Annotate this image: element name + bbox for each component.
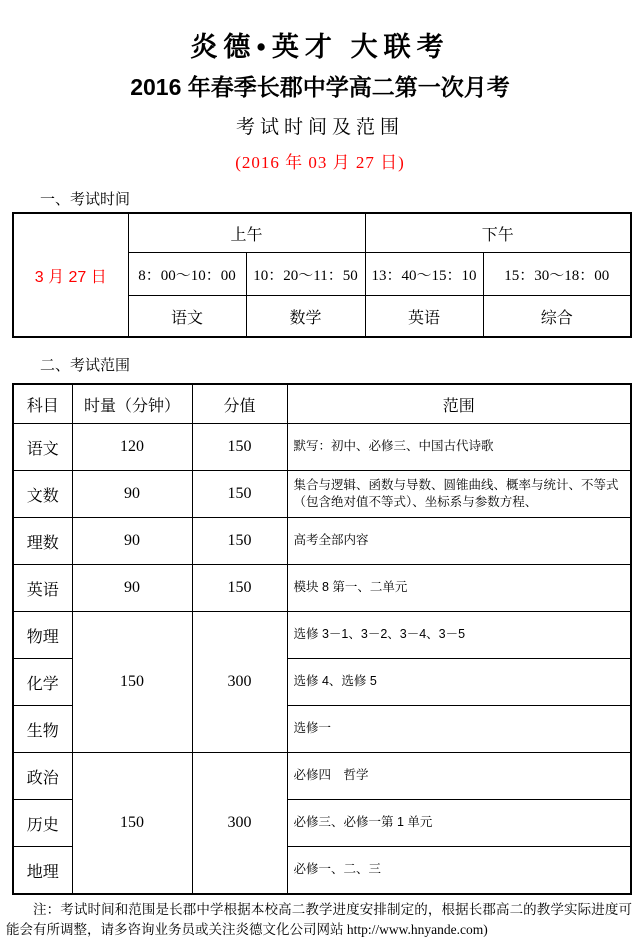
slot-subject-cell: 数学 [246,296,365,338]
subject-cell: 语文 [13,424,72,471]
slot-subject-cell: 语文 [128,296,246,338]
table-header-row [13,384,631,424]
duration-cell: 90 [72,471,192,518]
score-cell-sciences: 300 [192,612,287,753]
scope-cell: 集合与逻辑、函数与导数、圆锥曲线、概率与统计、不等式（包含绝对值不等式）、坐标系与参数方程、 [287,471,631,518]
table-row [13,565,631,612]
scope-cell: 选修 4、选修 5 [287,659,631,706]
score-cell: 150 [192,565,287,612]
subject-cell: 生物 [13,706,72,753]
scope-cell: 必修一、二、三 [287,847,631,895]
section-heading-exam-scope: 二、考试范围 [40,357,131,374]
scope-cell: 模块 8 第一、二单元 [287,565,631,612]
slot-subject-cell: 综合 [483,296,631,338]
duration-cell: 90 [72,518,192,565]
table-row [13,518,631,565]
subject-cell: 文数 [13,471,72,518]
scope-cell: 选修 3－1、3－2、3－4、3－5 [287,612,631,659]
duration-cell-sciences: 150 [72,612,192,753]
table-row [13,753,631,800]
scope-table [12,383,632,895]
scope-cell: 高考全部内容 [287,518,631,565]
scope-cell: 必修四 哲学 [287,753,631,800]
table-row [13,424,631,471]
time-slot-cell: 8：00～10：00 [128,253,246,296]
exam-date-line: (2016 年 03 月 27 日) [235,153,405,172]
subject-cell: 历史 [13,800,72,847]
duration-cell: 120 [72,424,192,471]
column-header-subject: 科目 [13,384,72,424]
score-cell-humanities: 300 [192,753,287,895]
subject-cell: 地理 [13,847,72,895]
column-header-duration: 时量（分钟） [72,384,192,424]
scope-cell: 必修三、必修一第 1 单元 [287,800,631,847]
time-slot-cell: 15：30～18：00 [483,253,631,296]
subject-cell: 化学 [13,659,72,706]
document-page [0,25,640,938]
table-row [13,612,631,659]
section-heading-exam-time: 一、考试时间 [40,191,131,208]
afternoon-header-cell: 下午 [365,213,631,253]
duration-cell: 90 [72,565,192,612]
time-slot-cell: 10：20～11：50 [246,253,365,296]
score-cell: 150 [192,471,287,518]
brand-title: 炎德•英才 大联考 [190,32,450,62]
score-cell: 150 [192,518,287,565]
scope-cell: 默写：初中、必修三、中国古代诗歌 [287,424,631,471]
duration-cell-humanities: 150 [72,753,192,895]
subject-cell: 物理 [13,612,72,659]
column-header-score: 分值 [192,384,287,424]
scope-cell: 选修一 [287,706,631,753]
subject-cell: 理数 [13,518,72,565]
document-subtitle: 考试时间及范围 [235,117,404,138]
schedule-date-cell: 3 月 27 日 [13,213,128,337]
subject-cell: 英语 [13,565,72,612]
slot-subject-cell: 英语 [365,296,483,338]
time-slot-cell: 13：40～15：10 [365,253,483,296]
morning-header-cell: 上午 [128,213,365,253]
schedule-table [12,212,632,338]
footer-note: 注：考试时间和范围是长郡中学根据本校高二教学进度安排制定的，根据长郡高二的教学实际进度可能会有所调整，请多咨询业务员或关注炎德文化公司网站 http://www.hnyande.com) [6,902,632,938]
column-header-scope: 范围 [287,384,631,424]
exam-title: 2016 年春季长郡中学高二第一次月考 [130,74,510,100]
table-row [13,471,631,518]
score-cell: 150 [192,424,287,471]
subject-cell: 政治 [13,753,72,800]
